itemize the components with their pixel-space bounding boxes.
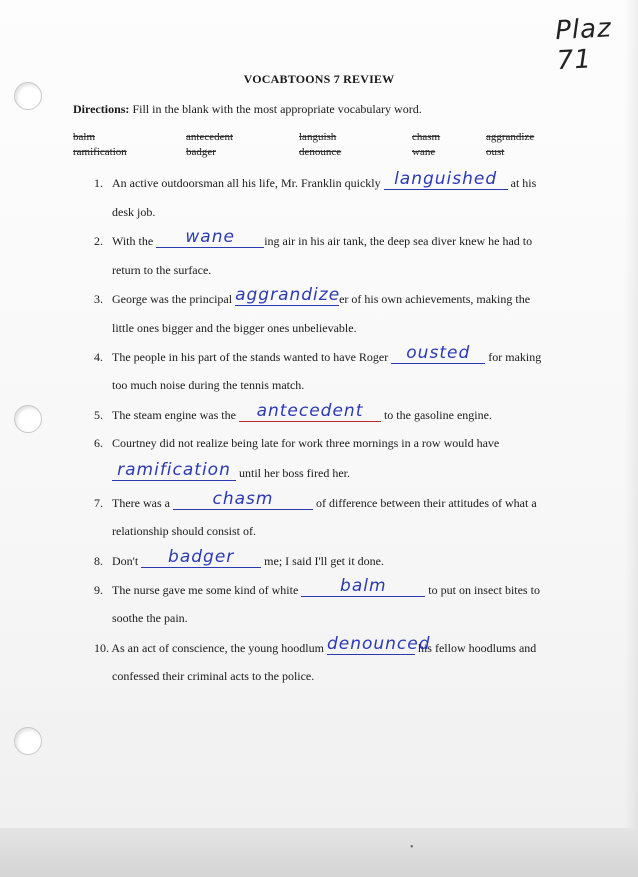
answer-blank[interactable] — [239, 401, 381, 422]
question-continuation — [112, 460, 350, 481]
question-text-after: until her boss fired her. — [239, 466, 350, 480]
question-text-after: me; I said I'll get it done. — [264, 554, 384, 568]
answer-blank[interactable] — [173, 489, 313, 510]
question-9 — [94, 576, 540, 597]
question-text-after: ing air in his air tank, the deep sea diver knew he had to — [264, 234, 533, 248]
question-text-after: er of his own achievements, making the — [339, 292, 531, 306]
question-text-before: Don't — [112, 554, 139, 568]
handwritten-header-note: Plaz 71 — [554, 13, 613, 77]
word-bank-item: antecedent — [186, 131, 234, 143]
scan-bottom-shade — [0, 828, 638, 877]
handwritten-answer: chasm — [212, 489, 274, 509]
binder-hole-middle — [14, 405, 42, 433]
handwritten-answer: ousted — [406, 343, 471, 363]
question-text-after: of difference between their attitudes of what a — [315, 496, 537, 510]
answer-blank[interactable] — [391, 343, 485, 364]
answer-blank[interactable] — [235, 285, 341, 306]
question-text-before: An active outdoorsman all his life, Mr. Franklin quickly — [112, 176, 381, 190]
question-number: 1. — [94, 176, 103, 190]
question-number: 8. — [94, 554, 103, 568]
handwritten-answer: antecedent — [256, 401, 364, 421]
word-bank-item: aggrandize — [486, 131, 535, 143]
question-text-before: The people in his part of the stands wanted to have Roger — [112, 350, 389, 364]
handwritten-answer: ramification — [117, 460, 231, 480]
word-bank-item: languish — [299, 131, 337, 143]
question-number: 5. — [94, 408, 103, 422]
word-bank-item: balm — [73, 131, 95, 143]
handwritten-answer: badger — [168, 547, 235, 567]
word-bank-item: denounce — [299, 146, 342, 158]
directions — [73, 102, 422, 117]
answer-blank[interactable] — [384, 169, 508, 190]
question-text-after: for making — [488, 350, 542, 364]
handwritten-answer: wane — [185, 227, 235, 247]
answer-blank[interactable] — [141, 547, 261, 568]
question-text-after: to the gasoline engine. — [383, 408, 492, 422]
question-3 — [94, 285, 531, 306]
directions-text: Fill in the blank with the most appropriate vocabulary word. — [132, 102, 422, 116]
answer-blank[interactable] — [301, 576, 425, 597]
question-number: 7. — [94, 496, 103, 510]
answer-blank[interactable] — [112, 460, 236, 481]
answer-blank[interactable] — [156, 227, 264, 248]
question-text-before: As an act of conscience, the young hoodlum — [111, 641, 324, 655]
question-10 — [94, 634, 537, 655]
directions-label: Directions: — [73, 102, 130, 116]
word-bank-item: wane — [412, 146, 436, 158]
question-continuation: return to the surface. — [112, 263, 212, 277]
question-number: 10. — [94, 641, 109, 655]
question-6 — [94, 436, 499, 450]
question-text-after: at his — [510, 176, 537, 190]
question-number: 9. — [94, 583, 103, 597]
word-bank-item: badger — [186, 146, 216, 158]
question-number: 4. — [94, 350, 103, 364]
handwritten-answer: balm — [340, 576, 387, 596]
question-text-after: his fellow hoodlums and — [417, 641, 537, 655]
question-text-before: The steam engine was the — [112, 408, 236, 422]
question-continuation: little ones bigger and the bigger ones unbelievable. — [112, 321, 357, 335]
page-edge-shadow — [624, 0, 638, 877]
question-4 — [94, 343, 542, 364]
word-bank-item: oust — [486, 146, 505, 158]
question-5 — [94, 401, 492, 422]
question-number: 2. — [94, 234, 103, 248]
question-1 — [94, 169, 537, 190]
word-bank-item: ramification — [73, 146, 127, 158]
question-text-before: The nurse gave me some kind of white — [112, 583, 299, 597]
question-text-before: George was the principal — [112, 292, 233, 306]
handwritten-answer: languished — [394, 169, 498, 189]
handwritten-answer: aggrandize — [235, 285, 341, 305]
question-8 — [94, 547, 384, 568]
answer-blank[interactable] — [326, 634, 431, 655]
word-bank-item: chasm — [412, 131, 441, 143]
question-number: 6. — [94, 436, 103, 450]
question-text-before: Courtney did not realize being late for work three mornings in a row would have — [112, 436, 500, 450]
question-2 — [94, 227, 533, 248]
question-text-before: There was a — [112, 496, 170, 510]
question-7 — [94, 489, 537, 510]
handwritten-answer: denounced — [326, 634, 431, 654]
page-title: VOCABTOONS 7 REVIEW — [243, 72, 395, 86]
question-continuation: relationship should consist of. — [112, 524, 256, 538]
question-continuation: confessed their criminal acts to the police. — [112, 669, 315, 683]
question-continuation: desk job. — [112, 205, 156, 219]
question-number: 3. — [94, 292, 103, 306]
question-text-after: to put on insect bites to — [428, 583, 540, 597]
question-continuation: too much noise during the tennis match. — [112, 378, 305, 392]
scan-speck: • — [410, 842, 414, 853]
binder-hole-bottom — [14, 727, 42, 755]
question-continuation: soothe the pain. — [112, 611, 188, 625]
question-text-before: With the — [112, 234, 154, 248]
